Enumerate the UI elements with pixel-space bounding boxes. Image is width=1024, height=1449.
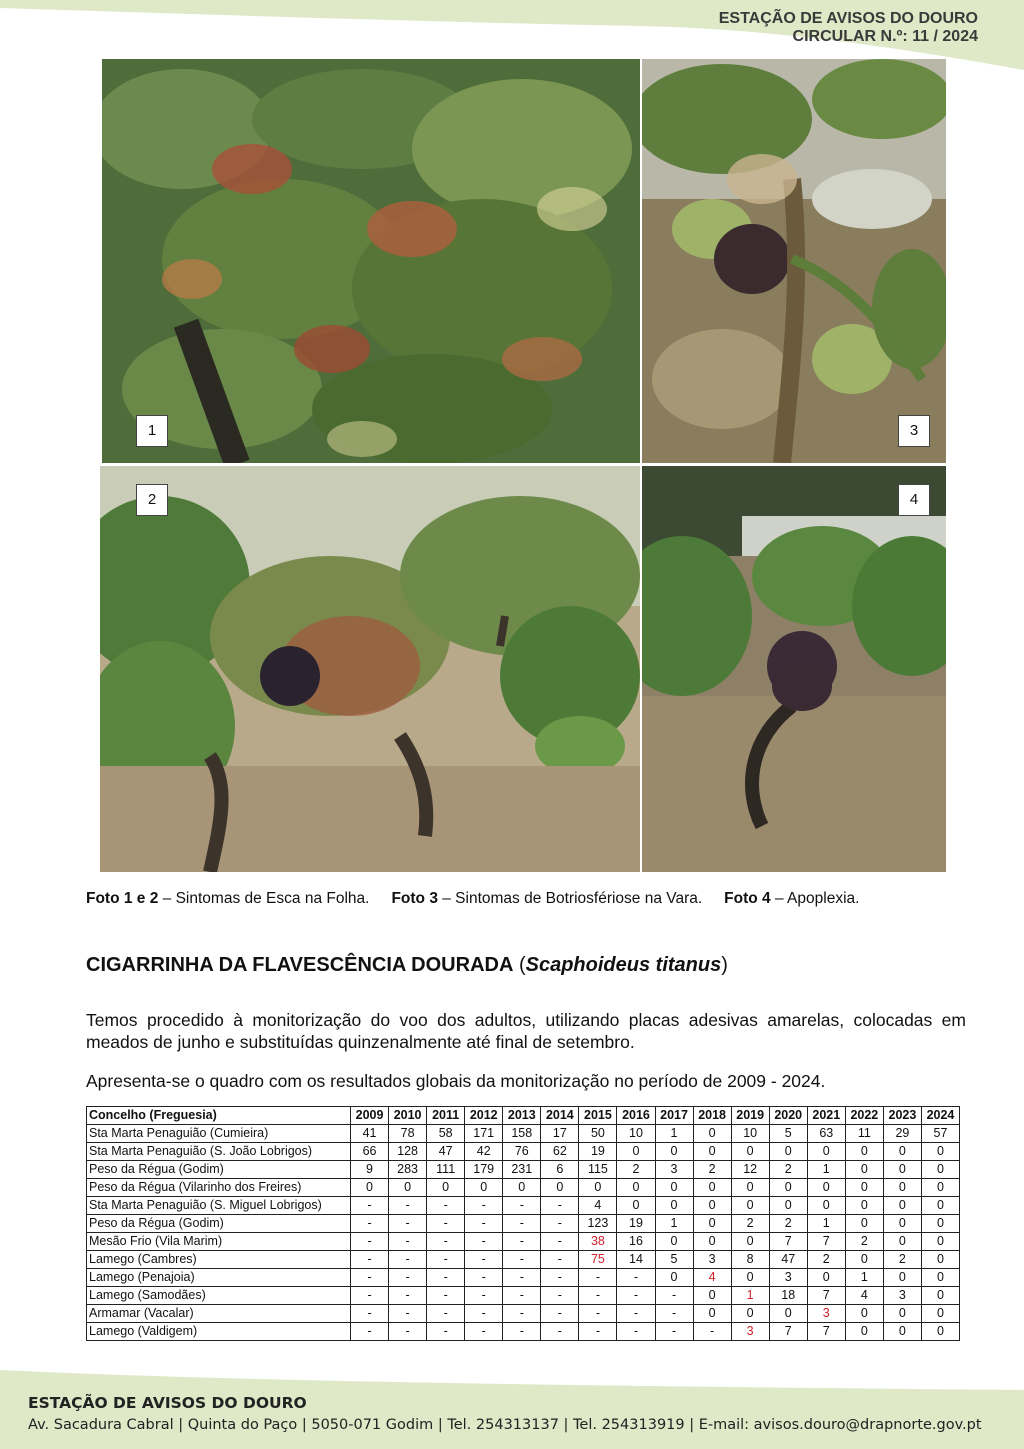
table-cell-value: 0 (845, 1251, 883, 1269)
table-cell-concelho: Mesão Frio (Vila Marim) (87, 1233, 351, 1251)
table-cell-value: - (427, 1305, 465, 1323)
table-cell-value: 50 (579, 1125, 617, 1143)
photo-label-1: 1 (136, 415, 168, 447)
table-header-year: 2023 (883, 1107, 921, 1125)
table-cell-value: 0 (617, 1143, 655, 1161)
table-row (87, 1269, 960, 1287)
table-cell-value: 123 (579, 1215, 617, 1233)
table-cell-value: 47 (769, 1251, 807, 1269)
table-cell-value: 0 (807, 1197, 845, 1215)
table-cell-value: - (579, 1287, 617, 1305)
table-row (87, 1251, 960, 1269)
table-cell-value: 0 (845, 1305, 883, 1323)
photo-caption (86, 890, 966, 908)
table-cell-value: 0 (883, 1323, 921, 1341)
table-cell-value: 0 (693, 1179, 731, 1197)
table-cell-value: 41 (351, 1125, 389, 1143)
header-circular: CIRCULAR N.º: 11 / 2024 (792, 28, 978, 45)
table-cell-value: - (617, 1287, 655, 1305)
table-row (87, 1161, 960, 1179)
table-cell-value: - (503, 1269, 541, 1287)
table-cell-value: 0 (883, 1233, 921, 1251)
table-header-year: 2012 (465, 1107, 503, 1125)
table-header-year: 2021 (807, 1107, 845, 1125)
table-cell-value: 12 (731, 1161, 769, 1179)
table-cell-value: - (617, 1305, 655, 1323)
table-cell-value: - (655, 1287, 693, 1305)
table-cell-value: 0 (807, 1269, 845, 1287)
table-cell-value: - (465, 1323, 503, 1341)
table-cell-value: - (617, 1269, 655, 1287)
table-cell-concelho: Peso da Régua (Godim) (87, 1161, 351, 1179)
table-cell-value: 0 (921, 1215, 959, 1233)
table-header-year: 2010 (389, 1107, 427, 1125)
photo-label-4: 4 (898, 484, 930, 516)
table-header-row (87, 1107, 960, 1125)
table-cell-value: 7 (807, 1287, 845, 1305)
table-cell-value: 10 (617, 1125, 655, 1143)
table-cell-value: 8 (731, 1251, 769, 1269)
table-cell-value: 0 (693, 1125, 731, 1143)
table-cell-value: 1 (655, 1215, 693, 1233)
table-header-concelho: Concelho (Freguesia) (87, 1107, 351, 1125)
table-cell-value: - (579, 1269, 617, 1287)
photo-4-apoplexy (642, 466, 946, 872)
table-cell-value: 2 (693, 1161, 731, 1179)
caption-photo12-label: Foto 1 e 2 (86, 890, 159, 907)
table-cell-value: 78 (389, 1125, 427, 1143)
section-title-species: Scaphoideus titanus (525, 954, 722, 976)
table-cell-value: 7 (807, 1323, 845, 1341)
table-cell-value: 10 (731, 1125, 769, 1143)
table-cell-value: 0 (731, 1197, 769, 1215)
table-cell-value: 3 (693, 1251, 731, 1269)
table-header-year: 2014 (541, 1107, 579, 1125)
table-row (87, 1215, 960, 1233)
table-cell-value: - (427, 1197, 465, 1215)
table-cell-value: - (389, 1269, 427, 1287)
table-cell-value: 9 (351, 1161, 389, 1179)
table-cell-value: 0 (883, 1305, 921, 1323)
table-cell-value: 0 (655, 1179, 693, 1197)
table-cell-concelho: Lamego (Penajoia) (87, 1269, 351, 1287)
table-row (87, 1305, 960, 1323)
table-cell-value: 231 (503, 1161, 541, 1179)
table-cell-value: 0 (693, 1233, 731, 1251)
table-cell-value: 1 (731, 1287, 769, 1305)
table-cell-concelho: Sta Marta Penaguião (Cumieira) (87, 1125, 351, 1143)
intro-paragraph: Temos procedido à monitorização do voo dos adultos, utilizando placas adesivas amarelas, colocadas em meados de junho e substituídas quinzenalmente até final de setembro. (86, 1010, 966, 1052)
table-cell-value: 38 (579, 1233, 617, 1251)
table-row (87, 1179, 960, 1197)
table-header-year: 2024 (921, 1107, 959, 1125)
table-cell-value: - (503, 1233, 541, 1251)
table-cell-value: 0 (693, 1197, 731, 1215)
table-cell-value: 0 (655, 1143, 693, 1161)
table-header-year: 2015 (579, 1107, 617, 1125)
table-cell-value: 7 (769, 1233, 807, 1251)
table-cell-value: - (655, 1323, 693, 1341)
table-cell-value: 5 (655, 1251, 693, 1269)
table-row (87, 1197, 960, 1215)
table-cell-value: - (351, 1233, 389, 1251)
table-row (87, 1323, 960, 1341)
table-header-year: 2009 (351, 1107, 389, 1125)
table-cell-value: 0 (921, 1323, 959, 1341)
table-cell-value: 0 (731, 1233, 769, 1251)
table-cell-value: - (617, 1323, 655, 1341)
table-cell-value: 18 (769, 1287, 807, 1305)
table-cell-value: 111 (427, 1161, 465, 1179)
table-cell-value: 47 (427, 1143, 465, 1161)
table-cell-value: 0 (845, 1179, 883, 1197)
table-cell-value: 0 (693, 1305, 731, 1323)
table-cell-value: - (503, 1197, 541, 1215)
table-cell-value: 0 (921, 1161, 959, 1179)
table-cell-concelho: Peso da Régua (Vilarinho dos Freires) (87, 1179, 351, 1197)
table-cell-value: - (503, 1305, 541, 1323)
table-cell-value: 3 (807, 1305, 845, 1323)
table-row (87, 1233, 960, 1251)
table-cell-value: - (465, 1287, 503, 1305)
table-cell-value: 2 (883, 1251, 921, 1269)
table-cell-value: 3 (655, 1161, 693, 1179)
table-cell-value: - (389, 1323, 427, 1341)
caption-photo4-text: – Apoplexia. (770, 890, 860, 907)
photo-3-botryosphaeria-cane (642, 59, 946, 463)
table-cell-value: 0 (807, 1179, 845, 1197)
table-cell-value: 0 (427, 1179, 465, 1197)
table-cell-value: 1 (845, 1269, 883, 1287)
table-cell-value: - (503, 1251, 541, 1269)
table-cell-value: 0 (921, 1269, 959, 1287)
table-row (87, 1287, 960, 1305)
table-cell-value: - (427, 1269, 465, 1287)
table-cell-value: 4 (845, 1287, 883, 1305)
table-cell-value: - (427, 1287, 465, 1305)
table-cell-value: 0 (731, 1305, 769, 1323)
table-cell-value: - (465, 1197, 503, 1215)
table-cell-value: 0 (579, 1179, 617, 1197)
table-cell-value: 0 (693, 1287, 731, 1305)
table-cell-concelho: Lamego (Cambres) (87, 1251, 351, 1269)
table-cell-value: 0 (845, 1161, 883, 1179)
caption-photo3-text: – Sintomas de Botriosfériose na Vara. (437, 890, 703, 907)
photo-1-esca-leaves (102, 59, 640, 463)
table-cell-value: - (389, 1197, 427, 1215)
table-cell-value: 0 (769, 1305, 807, 1323)
table-cell-value: 283 (389, 1161, 427, 1179)
table-header-year: 2020 (769, 1107, 807, 1125)
table-cell-value: - (389, 1287, 427, 1305)
table-cell-value: 0 (541, 1179, 579, 1197)
table-cell-value: 63 (807, 1125, 845, 1143)
table-cell-value: 2 (769, 1215, 807, 1233)
table-cell-value: 0 (883, 1179, 921, 1197)
table-cell-value: - (427, 1251, 465, 1269)
table-cell-value: 0 (921, 1179, 959, 1197)
table-cell-concelho: Lamego (Samodães) (87, 1287, 351, 1305)
table-cell-value: - (541, 1269, 579, 1287)
caption-photo12-text: – Sintomas de Esca na Folha. (158, 890, 370, 907)
table-cell-value: 57 (921, 1125, 959, 1143)
table-cell-value: 0 (617, 1179, 655, 1197)
table-cell-value: 2 (731, 1215, 769, 1233)
table-cell-value: 42 (465, 1143, 503, 1161)
table-cell-value: 0 (769, 1197, 807, 1215)
table-cell-value: - (351, 1215, 389, 1233)
table-cell-value: 0 (731, 1179, 769, 1197)
table-cell-value: - (389, 1251, 427, 1269)
table-cell-value: 4 (693, 1269, 731, 1287)
table-cell-value: - (693, 1323, 731, 1341)
table-cell-value: 3 (731, 1323, 769, 1341)
table-cell-value: 17 (541, 1125, 579, 1143)
table-cell-value: 2 (807, 1251, 845, 1269)
table-cell-value: 66 (351, 1143, 389, 1161)
table-cell-value: - (427, 1233, 465, 1251)
table-cell-value: 0 (655, 1269, 693, 1287)
table-cell-value: 14 (617, 1251, 655, 1269)
table-cell-value: 0 (617, 1197, 655, 1215)
table-cell-value: - (389, 1215, 427, 1233)
table-cell-value: 0 (845, 1143, 883, 1161)
table-cell-value: 0 (921, 1143, 959, 1161)
table-body (87, 1125, 960, 1341)
table-cell-value: - (579, 1323, 617, 1341)
table-cell-value: - (541, 1323, 579, 1341)
table-header-year: 2017 (655, 1107, 693, 1125)
table-row (87, 1143, 960, 1161)
table-cell-value: - (351, 1305, 389, 1323)
table-cell-value: 62 (541, 1143, 579, 1161)
table-cell-value: 0 (503, 1179, 541, 1197)
table-cell-value: - (465, 1305, 503, 1323)
table-cell-value: 58 (427, 1125, 465, 1143)
table-header-year: 2019 (731, 1107, 769, 1125)
table-cell-value: 2 (845, 1233, 883, 1251)
caption-photo3-label: Foto 3 (391, 890, 438, 907)
monitoring-results-table (86, 1106, 960, 1341)
table-cell-value: 0 (883, 1143, 921, 1161)
table-cell-value: 1 (807, 1161, 845, 1179)
table-cell-value: - (465, 1233, 503, 1251)
section-title (86, 954, 728, 977)
table-cell-value: 0 (921, 1197, 959, 1215)
table-header-year: 2013 (503, 1107, 541, 1125)
table-row (87, 1125, 960, 1143)
table-cell-value: 128 (389, 1143, 427, 1161)
table-cell-value: - (351, 1251, 389, 1269)
table-cell-concelho: Sta Marta Penaguião (S. João Lobrigos) (87, 1143, 351, 1161)
table-cell-value: 7 (807, 1233, 845, 1251)
table-cell-value: - (503, 1215, 541, 1233)
footer-address: Av. Sacadura Cabral | Quinta do Paço | 5050-071 Godim | Tel. 254313137 | Tel. 254313919 | E-mail: avisos.douro@drapnorte.gov.pt (28, 1417, 982, 1433)
table-cell-value: 5 (769, 1125, 807, 1143)
table-cell-value: 0 (921, 1305, 959, 1323)
table-cell-value: - (389, 1233, 427, 1251)
table-cell-value: 0 (921, 1251, 959, 1269)
section-title-text: CIGARRINHA DA FLAVESCÊNCIA DOURADA (86, 954, 514, 976)
table-cell-value: 11 (845, 1125, 883, 1143)
photo-2-esca-vineyard (100, 466, 640, 872)
table-cell-value: - (503, 1323, 541, 1341)
table-cell-value: 16 (617, 1233, 655, 1251)
table-cell-value: - (389, 1305, 427, 1323)
table-cell-value: - (351, 1287, 389, 1305)
header-text (719, 10, 978, 46)
table-cell-value: - (351, 1197, 389, 1215)
table-cell-value: 0 (655, 1197, 693, 1215)
table-cell-value: 0 (883, 1269, 921, 1287)
table-cell-value: 3 (883, 1287, 921, 1305)
table-cell-value: 0 (807, 1143, 845, 1161)
table-cell-value: 75 (579, 1251, 617, 1269)
table-cell-value: - (541, 1233, 579, 1251)
caption-photo4-label: Foto 4 (724, 890, 771, 907)
table-cell-value: 158 (503, 1125, 541, 1143)
table-cell-value: 0 (769, 1179, 807, 1197)
table-cell-value: 0 (389, 1179, 427, 1197)
table-cell-value: 2 (769, 1161, 807, 1179)
table-cell-value: - (465, 1251, 503, 1269)
photo-label-3: 3 (898, 415, 930, 447)
section-title-paren-open: ( (513, 954, 526, 976)
table-cell-value: 1 (655, 1125, 693, 1143)
table-cell-value: 0 (921, 1233, 959, 1251)
header-station: ESTAÇÃO DE AVISOS DO DOURO (718, 10, 978, 27)
table-cell-concelho: Peso da Régua (Godim) (87, 1215, 351, 1233)
table-cell-value: - (427, 1215, 465, 1233)
table-cell-value: - (541, 1197, 579, 1215)
section-title-paren-close: ) (721, 954, 728, 976)
table-cell-value: 7 (769, 1323, 807, 1341)
table-header-year: 2016 (617, 1107, 655, 1125)
table-cell-value: 0 (845, 1323, 883, 1341)
table-intro-paragraph: Apresenta-se o quadro com os resultados globais da monitorização no período de 2009 - 2024. (86, 1071, 826, 1091)
table-cell-value: 0 (845, 1215, 883, 1233)
table-cell-concelho: Armamar (Vacalar) (87, 1305, 351, 1323)
table-cell-value: 0 (693, 1215, 731, 1233)
table-cell-value: 0 (351, 1179, 389, 1197)
table-cell-value: 3 (769, 1269, 807, 1287)
table-cell-value: 0 (883, 1197, 921, 1215)
table-cell-value: 0 (731, 1143, 769, 1161)
table-cell-value: - (465, 1269, 503, 1287)
table-cell-value: - (427, 1323, 465, 1341)
table-cell-value: - (579, 1305, 617, 1323)
table-header-year: 2022 (845, 1107, 883, 1125)
table-cell-value: 0 (465, 1179, 503, 1197)
table-cell-concelho: Sta Marta Penaguião (S. Miguel Lobrigos) (87, 1197, 351, 1215)
table-cell-value: - (541, 1305, 579, 1323)
table-cell-value: - (503, 1287, 541, 1305)
table-cell-value: 4 (579, 1197, 617, 1215)
table-cell-value: 29 (883, 1125, 921, 1143)
table-cell-value: 0 (731, 1269, 769, 1287)
table-cell-value: - (465, 1215, 503, 1233)
table-header-year: 2018 (693, 1107, 731, 1125)
table-cell-value: - (541, 1251, 579, 1269)
table-cell-value: - (351, 1269, 389, 1287)
table-cell-value: 1 (807, 1215, 845, 1233)
photo-label-2: 2 (136, 484, 168, 516)
table-cell-value: 0 (769, 1143, 807, 1161)
table-cell-value: 0 (845, 1197, 883, 1215)
table-cell-value: 179 (465, 1161, 503, 1179)
table-cell-value: 19 (617, 1215, 655, 1233)
table-cell-value: - (541, 1287, 579, 1305)
table-cell-value: 76 (503, 1143, 541, 1161)
table-cell-value: - (351, 1323, 389, 1341)
table-cell-value: - (541, 1215, 579, 1233)
footer-station: ESTAÇÃO DE AVISOS DO DOURO (28, 1394, 307, 1412)
table-cell-concelho: Lamego (Valdigem) (87, 1323, 351, 1341)
table-cell-value: 2 (617, 1161, 655, 1179)
table-cell-value: 19 (579, 1143, 617, 1161)
table-cell-value: 0 (921, 1287, 959, 1305)
table-cell-value: 0 (883, 1215, 921, 1233)
table-cell-value: 6 (541, 1161, 579, 1179)
table-header-year: 2011 (427, 1107, 465, 1125)
table-cell-value: 0 (655, 1233, 693, 1251)
table-cell-value: - (655, 1305, 693, 1323)
table-cell-value: 0 (883, 1161, 921, 1179)
table-cell-value: 115 (579, 1161, 617, 1179)
table-cell-value: 0 (693, 1143, 731, 1161)
table-cell-value: 171 (465, 1125, 503, 1143)
